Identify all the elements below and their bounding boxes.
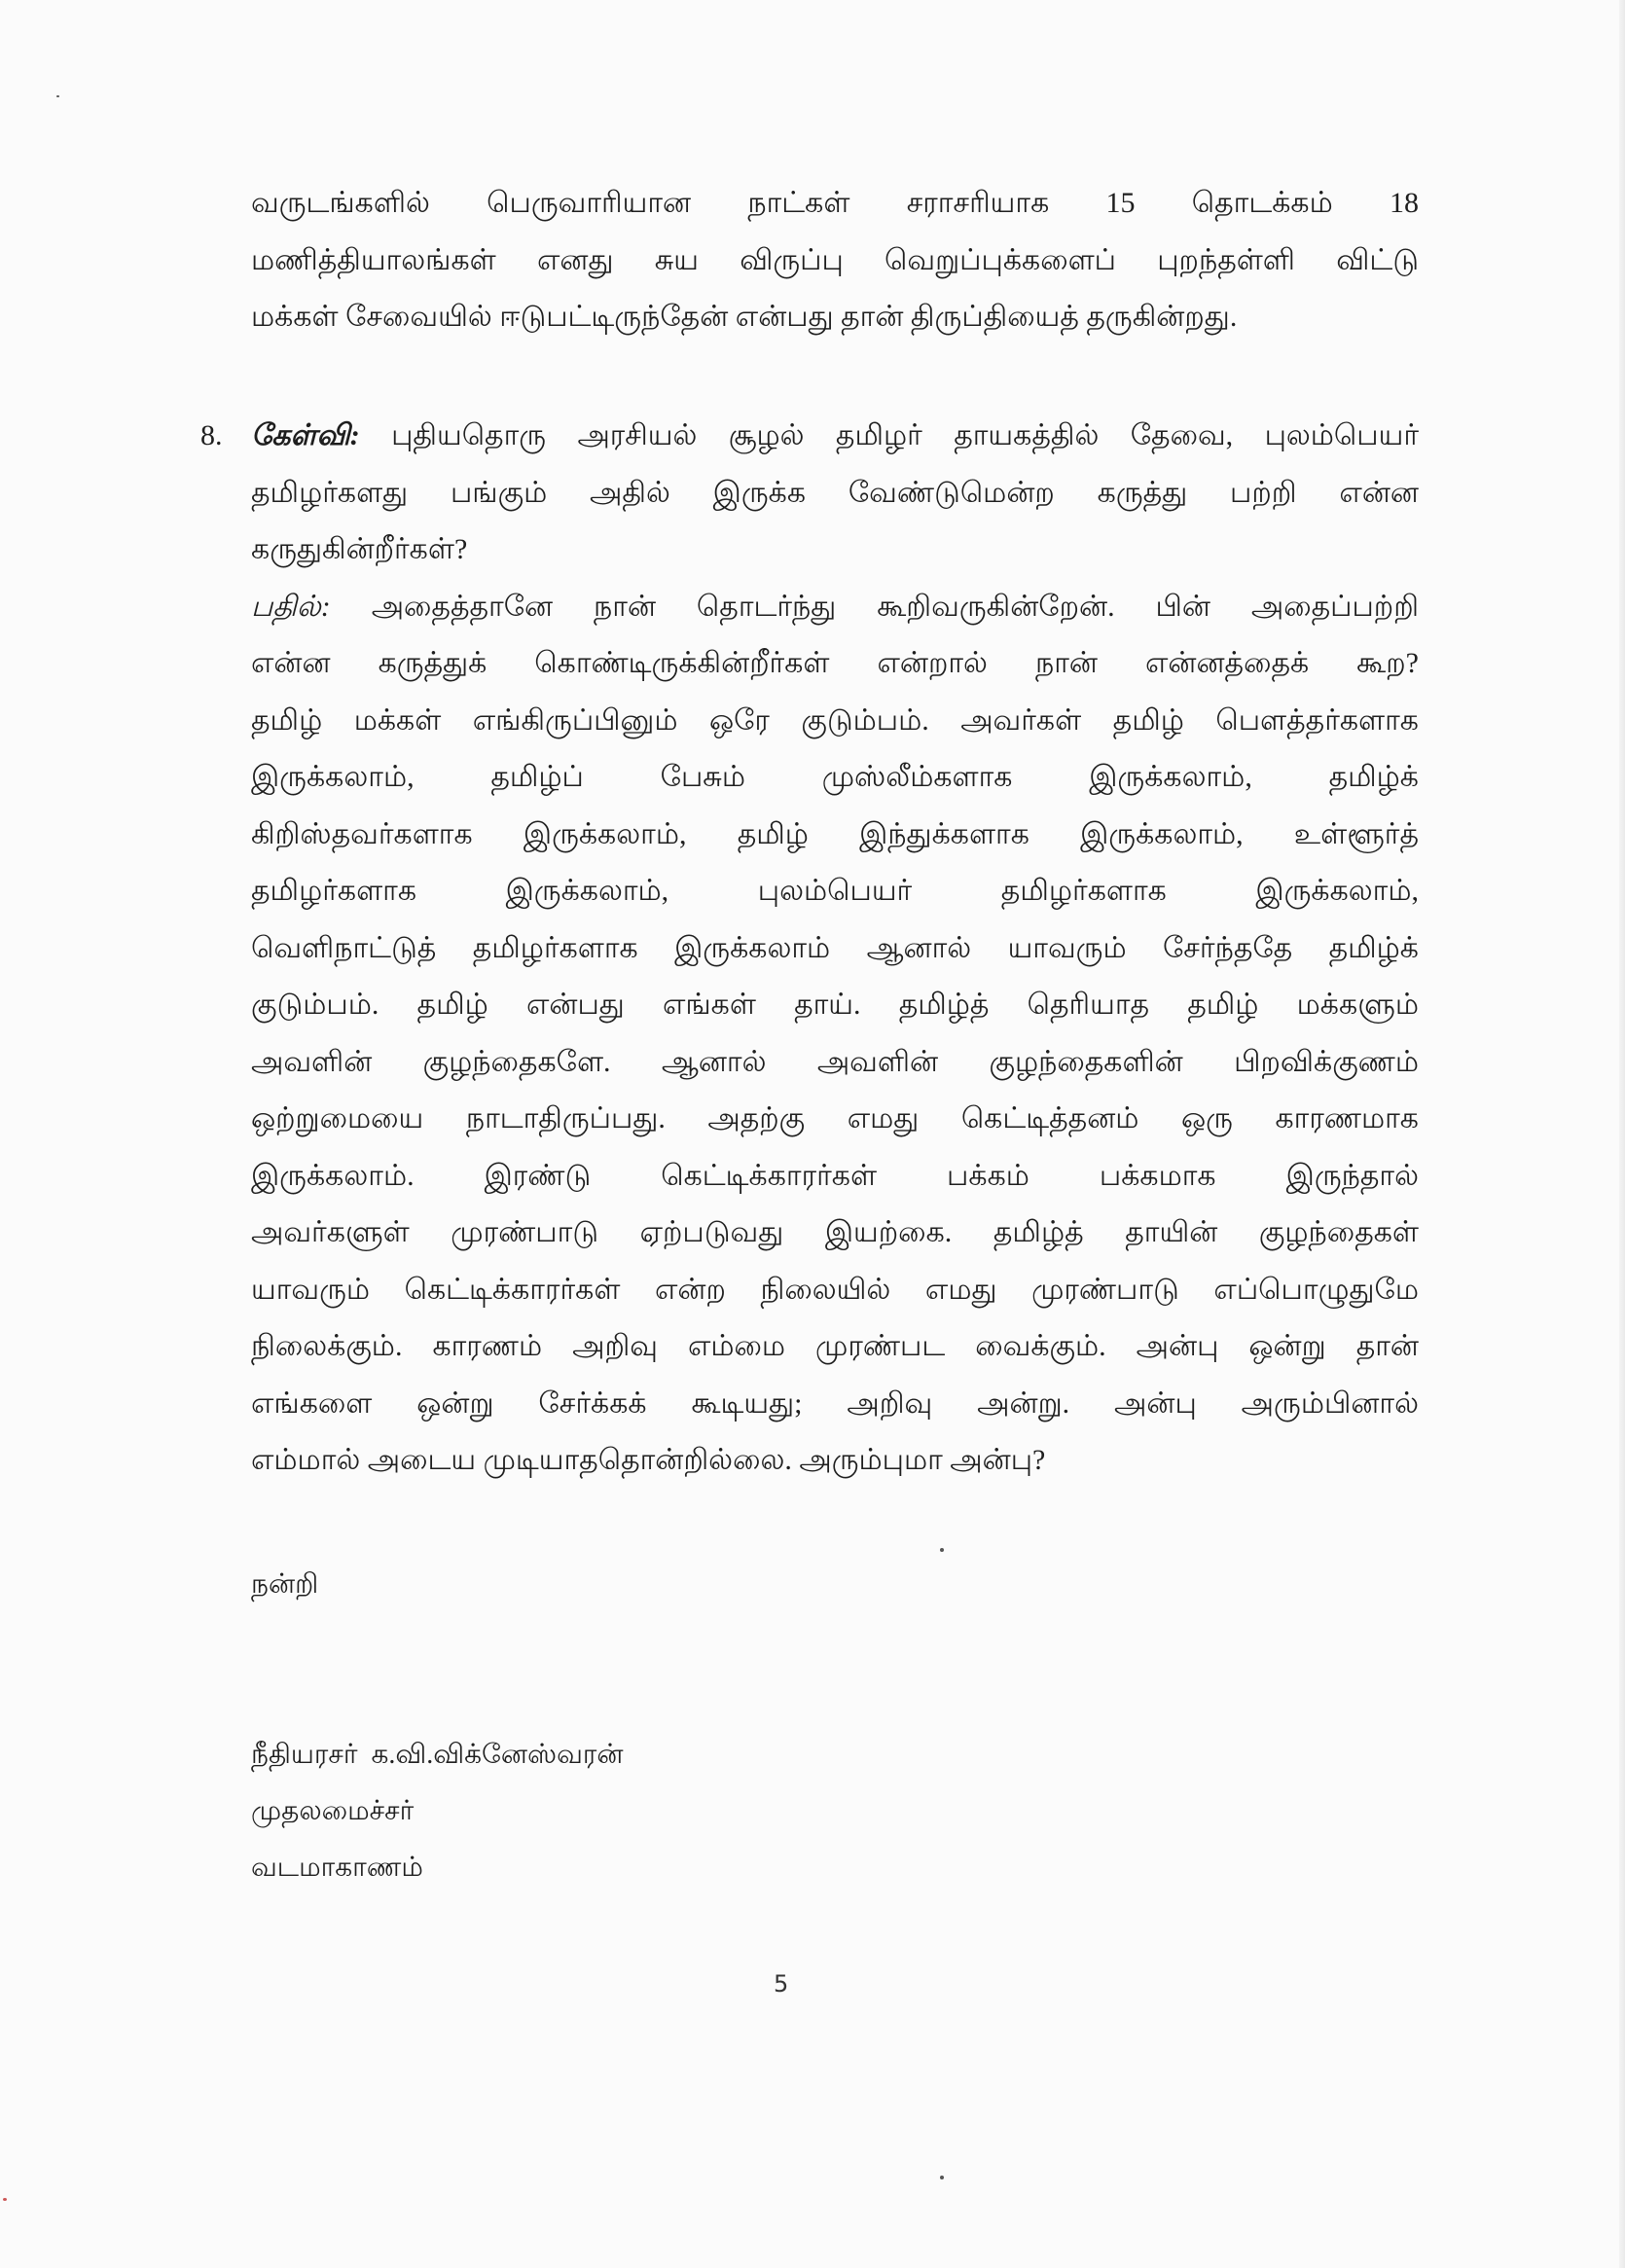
question-text: புதியதொரு அரசியல் சூழல் தமிழர் தாயகத்தில் தேவை, புலம்பெயர் — [391, 419, 1420, 451]
intro-line: வருடங்களில் பெருவாரியான நாட்கள் சராசரியாக 15 தொடக்கம் 18 — [251, 187, 1419, 219]
closing-thanks: நன்றி — [251, 1569, 319, 1600]
question-line: தமிழர்களது பங்கும் அதில் இருக்க வேண்டுமென்ற கருத்து பற்றி என்ன — [251, 476, 1419, 509]
answer-label: பதில்: — [251, 590, 331, 623]
signatory-title: முதலமைச்சர் — [251, 1796, 415, 1826]
answer-line: குடும்பம். தமிழ் என்பது எங்கள் தாய். தமிழ்த் தெரியாத தமிழ் மக்களும் — [251, 989, 1419, 1021]
answer-line: எங்களை ஒன்று சேர்க்கக் கூடியது; அறிவு அன்று. அன்பு அரும்பினால் — [251, 1386, 1419, 1420]
answer-line — [251, 579, 1419, 636]
question-label: கேள்வி: — [251, 419, 360, 451]
answer-line: தமிழர்களாக இருக்கலாம், புலம்பெயர் தமிழர்களாக இருக்கலாம், — [251, 875, 1419, 907]
question-number: 8. — [200, 419, 223, 451]
answer-line: நிலைக்கும். காரணம் அறிவு எம்மை முரண்பட வைக்கும். அன்பு ஒன்று தான் — [251, 1330, 1419, 1362]
intro-line: மணித்தியாலங்கள் எனது சுய விருப்பு வெறுப்புக்களைப் புறந்தள்ளி விட்டு — [251, 243, 1419, 276]
answer-line: ஒற்றுமையை நாடாதிருப்பது. அதற்கு எமது கெட்டித்தனம் ஒரு காரணமாக — [251, 1102, 1419, 1134]
question-line: கருதுகின்றீர்கள்? — [251, 533, 468, 565]
intro-line: மக்கள் சேவையில் ஈடுபட்டிருந்தேன் என்பது தான் திருப்தியைத் தருகின்றது. — [251, 301, 1238, 333]
scan-speck — [3, 2198, 7, 2201]
answer-line: இருக்கலாம், தமிழ்ப் பேசும் முஸ்லீம்களாக இருக்கலாம், தமிழ்க் — [251, 761, 1419, 793]
scan-speck — [56, 95, 59, 97]
scan-speck — [940, 2176, 944, 2179]
intro-paragraph — [251, 175, 1419, 346]
scan-edge-shadow — [1619, 0, 1625, 2268]
answer-text: அதைத்தானே நான் தொடர்ந்து கூறிவருகின்றேன். பின் அதைப்பற்றி — [371, 590, 1420, 623]
answer-line: வெளிநாட்டுத் தமிழர்களாக இருக்கலாம் ஆனால் யாவரும் சேர்ந்ததே தமிழ்க் — [251, 931, 1419, 964]
answer-line: அவளின் குழந்தைகளே. ஆனால் அவளின் குழந்தைகளின் பிறவிக்குணம் — [251, 1045, 1419, 1078]
answer-line: என்ன கருத்துக் கொண்டிருக்கின்றீர்கள் என்றால் நான் என்னத்தைக் கூற? — [251, 647, 1419, 679]
answer-line: யாவரும் கெட்டிக்காரர்கள் என்ற நிலையில் எமது முரண்பாடு எப்பொழுதுமே — [251, 1273, 1419, 1306]
scan-speck — [940, 1548, 944, 1552]
signatory-name: நீதியரசர் க.வி.விக்னேஸ்வரன் — [251, 1740, 624, 1770]
answer-line: எம்மால் அடைய முடியாததொன்றில்லை. அரும்புமா அன்பு? — [251, 1444, 1046, 1476]
signatory-province: வடமாகாணம் — [251, 1853, 423, 1883]
answer-line: தமிழ் மக்கள் எங்கிருப்பினும் ஒரே குடும்பம். அவர்கள் தமிழ் பௌத்தர்களாக — [251, 703, 1419, 737]
answer-line: இருக்கலாம். இரண்டு கெட்டிக்காரர்கள் பக்கம் பக்கமாக இருந்தால் — [251, 1159, 1419, 1192]
question-answer-block — [251, 408, 1419, 1490]
page-number: 5 — [774, 1970, 789, 1998]
answer-line: கிறிஸ்தவர்களாக இருக்கலாம், தமிழ் இந்துக்களாக இருக்கலாம், உள்ளூர்த் — [251, 817, 1419, 850]
answer-line: அவர்களுள் முரண்பாடு ஏற்படுவது இயற்கை. தமிழ்த் தாயின் குழந்தைகள் — [251, 1216, 1419, 1248]
question-line — [251, 408, 1419, 465]
